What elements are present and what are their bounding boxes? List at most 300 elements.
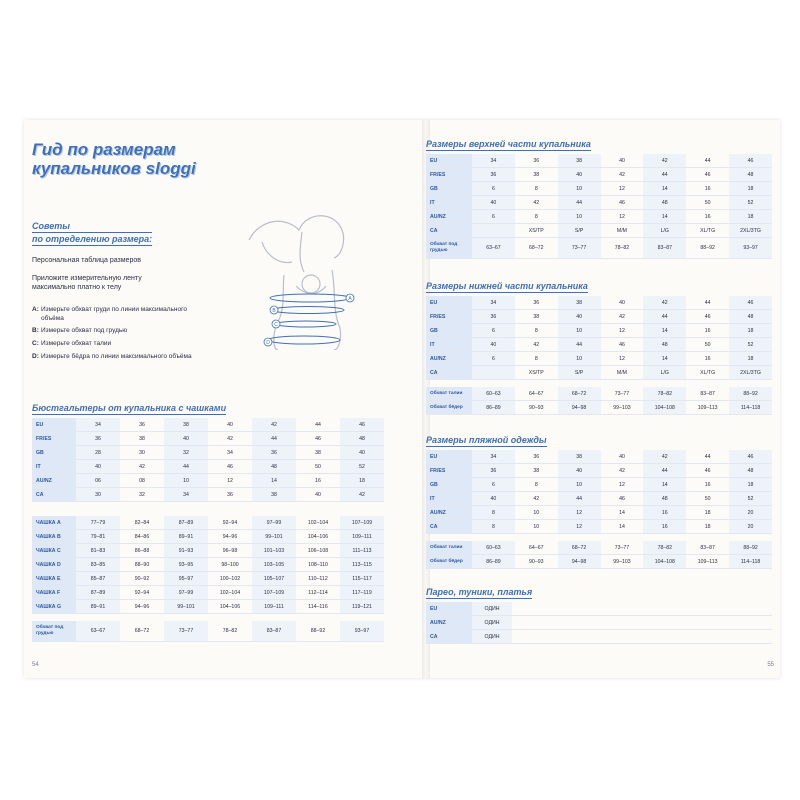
size-cell: 46 (729, 154, 772, 168)
size-cell: 44 (558, 338, 601, 352)
bra-heading (32, 402, 226, 415)
size-cell: 110–112 (296, 572, 340, 586)
size-cell: 12 (601, 324, 644, 338)
row-label: AU/NZ (32, 474, 76, 488)
size-cell: 101–103 (252, 544, 296, 558)
size-cell: 38 (164, 418, 208, 432)
size-cell: 48 (729, 310, 772, 324)
size-cell: 107–109 (252, 586, 296, 600)
size-cell: 48 (643, 338, 686, 352)
size-cell: 18 (729, 324, 772, 338)
table-row (426, 310, 772, 324)
size-cell (472, 224, 515, 238)
size-cell: 42 (643, 296, 686, 310)
pareo-table (426, 602, 772, 644)
size-cell: 34 (472, 450, 515, 464)
size-cell: 99–103 (601, 555, 644, 569)
size-cell: 16 (686, 352, 729, 366)
top-heading-text: Размеры верхней части купальника (426, 139, 591, 149)
row-label: Обхват под грудью (426, 238, 472, 259)
size-cell: 52 (729, 196, 772, 210)
size-cell: 46 (601, 196, 644, 210)
row-label: GB (426, 182, 472, 196)
size-cell: 48 (340, 432, 384, 446)
size-cell: 109–113 (686, 555, 729, 569)
size-cell: 18 (729, 210, 772, 224)
size-cell: 60–63 (472, 387, 515, 401)
size-cell: ОДИН (472, 616, 512, 630)
size-cell: 40 (164, 432, 208, 446)
tips-heading (32, 220, 152, 246)
size-cell: 40 (472, 338, 515, 352)
top-heading (426, 138, 591, 151)
pareo-heading-text: Парео, туники, платья (426, 587, 533, 597)
measure-text: Измерьте обхват груди по линии максимального объёма (41, 306, 187, 322)
size-cell: 34 (164, 488, 208, 502)
size-cell: 10 (558, 182, 601, 196)
size-cell: 36 (252, 446, 296, 460)
size-cell: 90–93 (515, 555, 558, 569)
table-row (426, 196, 772, 210)
row-label: ЧАШКА D (32, 558, 76, 572)
size-cell: 81–83 (76, 544, 120, 558)
size-cell: 78–82 (601, 238, 644, 259)
size-cell: 36 (472, 310, 515, 324)
size-cell: 109–113 (686, 401, 729, 415)
size-cell: 109–111 (340, 530, 384, 544)
table-row (32, 621, 384, 642)
size-cell: 38 (120, 432, 164, 446)
table-row (32, 474, 384, 488)
size-cell: 96–98 (208, 544, 252, 558)
size-cell: 99–101 (252, 530, 296, 544)
tip-tape-line-2: максимально платно к телу (32, 284, 122, 291)
size-cell: 46 (601, 492, 644, 506)
size-cell: 06 (76, 474, 120, 488)
size-cell: 93–97 (340, 621, 384, 642)
size-cell: 10 (558, 324, 601, 338)
size-cell: 32 (164, 446, 208, 460)
table-row (426, 366, 772, 380)
size-cell: 94–98 (558, 555, 601, 569)
size-cell: 16 (296, 474, 340, 488)
row-label: FR/ES (426, 168, 472, 182)
size-cell: 10 (515, 520, 558, 534)
table-spacer (32, 502, 384, 510)
pareo-heading (426, 586, 532, 599)
size-cell: 46 (601, 338, 644, 352)
table-row (426, 541, 772, 555)
measure-item-c (32, 340, 212, 349)
size-cell: 18 (729, 182, 772, 196)
table-spacer (32, 509, 384, 516)
size-cell: 10 (558, 210, 601, 224)
table-row (32, 572, 384, 586)
size-cell: 34 (472, 296, 515, 310)
table-spacer (426, 534, 772, 542)
size-cell: 40 (558, 310, 601, 324)
size-cell: 78–82 (208, 621, 252, 642)
row-label: IT (426, 196, 472, 210)
size-cell: 18 (686, 520, 729, 534)
table-row (426, 450, 772, 464)
table-row (32, 516, 384, 530)
size-cell: 44 (558, 492, 601, 506)
size-cell: 38 (252, 488, 296, 502)
size-cell: 40 (558, 168, 601, 182)
size-cell: 8 (515, 324, 558, 338)
size-cell: 111–113 (340, 544, 384, 558)
row-label: GB (426, 478, 472, 492)
size-cell: 34 (208, 446, 252, 460)
size-cell: 34 (472, 154, 515, 168)
measure-item-a (32, 306, 212, 323)
row-label: EU (426, 154, 472, 168)
size-cell: 6 (472, 352, 515, 366)
table-row (426, 520, 772, 534)
size-cell: 34 (76, 418, 120, 432)
size-cell: 46 (686, 168, 729, 182)
size-cell: 38 (558, 154, 601, 168)
bra-size-table (32, 418, 384, 642)
size-cell: 30 (76, 488, 120, 502)
size-cell: 52 (729, 338, 772, 352)
size-cell: 14 (601, 520, 644, 534)
measure-item-d (32, 353, 212, 362)
table-row (426, 602, 772, 616)
size-cell: 38 (558, 450, 601, 464)
figure-label-a: A (348, 296, 352, 302)
size-cell: 52 (729, 492, 772, 506)
size-cell: 119–121 (340, 600, 384, 614)
size-cell: 93–97 (729, 238, 772, 259)
size-cell: 32 (120, 488, 164, 502)
size-cell: 18 (686, 506, 729, 520)
size-cell: 42 (601, 168, 644, 182)
row-label: GB (426, 324, 472, 338)
size-cell: 44 (558, 196, 601, 210)
size-cell: 83–87 (686, 541, 729, 555)
size-cell: 10 (515, 506, 558, 520)
table-row (32, 558, 384, 572)
empty-cell (512, 602, 772, 616)
empty-cell (512, 630, 772, 644)
size-cell: 44 (252, 432, 296, 446)
row-label: Обхват под грудью (32, 621, 76, 642)
size-cell: 91–93 (164, 544, 208, 558)
size-cell: 40 (601, 154, 644, 168)
row-label: CA (426, 520, 472, 534)
size-cell: 14 (643, 352, 686, 366)
size-cell: 28 (76, 446, 120, 460)
size-cell: 46 (729, 296, 772, 310)
size-cell: 10 (558, 478, 601, 492)
size-cell: 77–79 (76, 516, 120, 530)
size-cell: 8 (515, 182, 558, 196)
beach-heading (426, 434, 547, 447)
size-cell: 46 (208, 460, 252, 474)
title-line-1: Гид по размерам (32, 140, 176, 159)
size-cell: 94–96 (208, 530, 252, 544)
size-cell: 79–81 (76, 530, 120, 544)
size-cell: 97–99 (164, 586, 208, 600)
size-cell: 50 (686, 492, 729, 506)
size-cell: 73–77 (601, 387, 644, 401)
size-cell: 107–109 (340, 516, 384, 530)
size-cell: 114–118 (729, 555, 772, 569)
size-cell: XS/TP (515, 224, 558, 238)
table-row (426, 506, 772, 520)
body-measurement-illustration (214, 200, 374, 350)
table-row (426, 464, 772, 478)
size-cell: 46 (686, 310, 729, 324)
size-cell: 36 (472, 464, 515, 478)
tip-tape-line-1: Приложите измерительную ленту (32, 275, 142, 282)
size-cell: 38 (296, 446, 340, 460)
table-row (426, 616, 772, 630)
size-cell: 115–117 (340, 572, 384, 586)
size-cell: 42 (643, 154, 686, 168)
size-cell: 14 (643, 210, 686, 224)
size-cell: 90–93 (515, 401, 558, 415)
size-cell: 88–92 (296, 621, 340, 642)
size-cell: 112–114 (296, 586, 340, 600)
size-cell: 44 (643, 310, 686, 324)
size-cell: 86–88 (120, 544, 164, 558)
size-cell: 10 (558, 352, 601, 366)
size-cell: 89–91 (76, 600, 120, 614)
measure-item-b (32, 327, 212, 336)
beach-heading-text: Размеры пляжной одежды (426, 435, 547, 445)
size-cell: S/P (558, 224, 601, 238)
size-cell: 40 (208, 418, 252, 432)
table-row (32, 432, 384, 446)
size-cell: 63–67 (76, 621, 120, 642)
table-row (426, 224, 772, 238)
size-cell: 36 (515, 154, 558, 168)
size-cell: 52 (340, 460, 384, 474)
row-label: IT (32, 460, 76, 474)
size-cell: 50 (296, 460, 340, 474)
size-cell: 73–77 (558, 238, 601, 259)
size-cell: M/M (601, 224, 644, 238)
row-label: AU/NZ (426, 506, 472, 520)
figure-label-b: B (272, 308, 276, 314)
row-label: EU (426, 450, 472, 464)
size-cell: 88–90 (120, 558, 164, 572)
size-cell: 18 (340, 474, 384, 488)
size-cell: 83–87 (686, 387, 729, 401)
table-row (32, 530, 384, 544)
size-cell: 100–102 (208, 572, 252, 586)
size-cell: 12 (558, 506, 601, 520)
size-cell: 16 (686, 478, 729, 492)
top-size-table (426, 154, 772, 259)
size-cell: 2XL/3TG (729, 224, 772, 238)
size-cell: 48 (729, 464, 772, 478)
size-cell: 64–67 (515, 541, 558, 555)
size-cell: 40 (472, 492, 515, 506)
size-cell: 16 (643, 520, 686, 534)
row-label: CA (426, 224, 472, 238)
row-label: GB (32, 446, 76, 460)
row-label: FR/ES (426, 464, 472, 478)
row-label: Обхват бёдер (426, 555, 472, 569)
row-label: ЧАШКА A (32, 516, 76, 530)
size-cell: 95–97 (164, 572, 208, 586)
size-cell: 12 (601, 182, 644, 196)
size-cell: 104–106 (296, 530, 340, 544)
measure-text: Измерьте бёдра по линии максимального объёма (41, 353, 192, 360)
page-title (32, 140, 196, 178)
size-cell: 36 (76, 432, 120, 446)
size-cell: 83–85 (76, 558, 120, 572)
size-cell: 42 (208, 432, 252, 446)
size-cell: 38 (558, 296, 601, 310)
size-cell: 99–101 (164, 600, 208, 614)
size-cell: 36 (208, 488, 252, 502)
size-cell: 42 (340, 488, 384, 502)
figure-label-d: D (266, 340, 270, 346)
size-cell: 44 (643, 168, 686, 182)
size-cell: 104–108 (643, 555, 686, 569)
row-label: AU/NZ (426, 352, 472, 366)
size-cell: 12 (601, 352, 644, 366)
size-cell: 102–104 (296, 516, 340, 530)
size-cell: 114–118 (729, 401, 772, 415)
size-cell: 88–92 (686, 238, 729, 259)
table-row (426, 168, 772, 182)
row-label: EU (426, 296, 472, 310)
row-label: ЧАШКА F (32, 586, 76, 600)
size-cell: 46 (729, 450, 772, 464)
table-row (426, 324, 772, 338)
size-cell: 93–95 (164, 558, 208, 572)
size-cell: 46 (340, 418, 384, 432)
size-cell: 40 (76, 460, 120, 474)
table-row (32, 460, 384, 474)
size-cell: 40 (558, 464, 601, 478)
tips-heading-line-1: Советы (32, 220, 152, 233)
size-cell: L/G (643, 224, 686, 238)
size-cell: 88–92 (729, 387, 772, 401)
size-cell: 64–67 (515, 387, 558, 401)
size-cell: 106–108 (296, 544, 340, 558)
size-cell (472, 366, 515, 380)
size-cell: 42 (515, 492, 558, 506)
size-cell: 83–87 (643, 238, 686, 259)
size-cell: 30 (120, 446, 164, 460)
size-cell: 44 (296, 418, 340, 432)
size-cell: 08 (120, 474, 164, 488)
size-cell: 14 (252, 474, 296, 488)
table-row (426, 238, 772, 259)
bottom-size-table (426, 296, 772, 415)
size-cell: 16 (686, 324, 729, 338)
size-cell: 8 (515, 478, 558, 492)
size-cell: 8 (515, 210, 558, 224)
table-row (426, 401, 772, 415)
size-cell: 38 (515, 464, 558, 478)
row-label: CA (32, 488, 76, 502)
size-cell: 12 (558, 520, 601, 534)
size-cell: 14 (643, 478, 686, 492)
size-cell: XS/TP (515, 366, 558, 380)
size-cell: 6 (472, 324, 515, 338)
table-row (426, 296, 772, 310)
size-cell: 42 (252, 418, 296, 432)
size-cell: 38 (515, 310, 558, 324)
size-cell: 103–105 (252, 558, 296, 572)
row-label: Обхват талии (426, 387, 472, 401)
size-cell: 87–89 (76, 586, 120, 600)
size-cell: 84–86 (120, 530, 164, 544)
row-label: CA (426, 630, 472, 644)
table-row (32, 586, 384, 600)
size-cell: 46 (686, 464, 729, 478)
row-label: CA (426, 366, 472, 380)
table-row (32, 600, 384, 614)
row-label: IT (426, 492, 472, 506)
size-cell: 18 (729, 352, 772, 366)
size-cell: 12 (208, 474, 252, 488)
table-row (426, 630, 772, 644)
measure-text: Измерьте обхват под грудью (41, 327, 128, 334)
size-cell: 6 (472, 182, 515, 196)
size-cell: 40 (601, 450, 644, 464)
size-cell: 36 (515, 450, 558, 464)
row-label: ЧАШКА C (32, 544, 76, 558)
row-label: EU (32, 418, 76, 432)
size-cell: 16 (643, 506, 686, 520)
size-cell: 63–67 (472, 238, 515, 259)
size-cell: 50 (686, 338, 729, 352)
size-cell: 89–91 (164, 530, 208, 544)
size-cell: 42 (515, 338, 558, 352)
size-cell: 73–77 (601, 541, 644, 555)
size-cell: 86–89 (472, 401, 515, 415)
table-row (426, 387, 772, 401)
table-row (426, 182, 772, 196)
size-cell: 14 (643, 182, 686, 196)
table-spacer (426, 380, 772, 388)
size-cell: 46 (296, 432, 340, 446)
size-cell: 10 (164, 474, 208, 488)
size-cell: 68–72 (558, 387, 601, 401)
size-cell: 8 (515, 352, 558, 366)
brochure-spread (24, 120, 780, 678)
size-cell: 36 (515, 296, 558, 310)
table-row (426, 492, 772, 506)
size-cell: 16 (686, 210, 729, 224)
size-cell: 8 (472, 506, 515, 520)
table-row (426, 352, 772, 366)
size-cell: 92–94 (208, 516, 252, 530)
size-cell: 99–103 (601, 401, 644, 415)
row-label: Обхват талии (426, 541, 472, 555)
size-cell: 68–72 (120, 621, 164, 642)
size-cell: 109–111 (252, 600, 296, 614)
size-cell: 42 (120, 460, 164, 474)
bottom-heading-text: Размеры нижней части купальника (426, 281, 588, 291)
title-line-2: купальников sloggi (32, 159, 196, 178)
size-cell: 105–107 (252, 572, 296, 586)
size-cell: 60–63 (472, 541, 515, 555)
row-label: AU/NZ (426, 616, 472, 630)
table-row (32, 544, 384, 558)
size-cell: 90–92 (120, 572, 164, 586)
size-cell: 104–108 (643, 401, 686, 415)
